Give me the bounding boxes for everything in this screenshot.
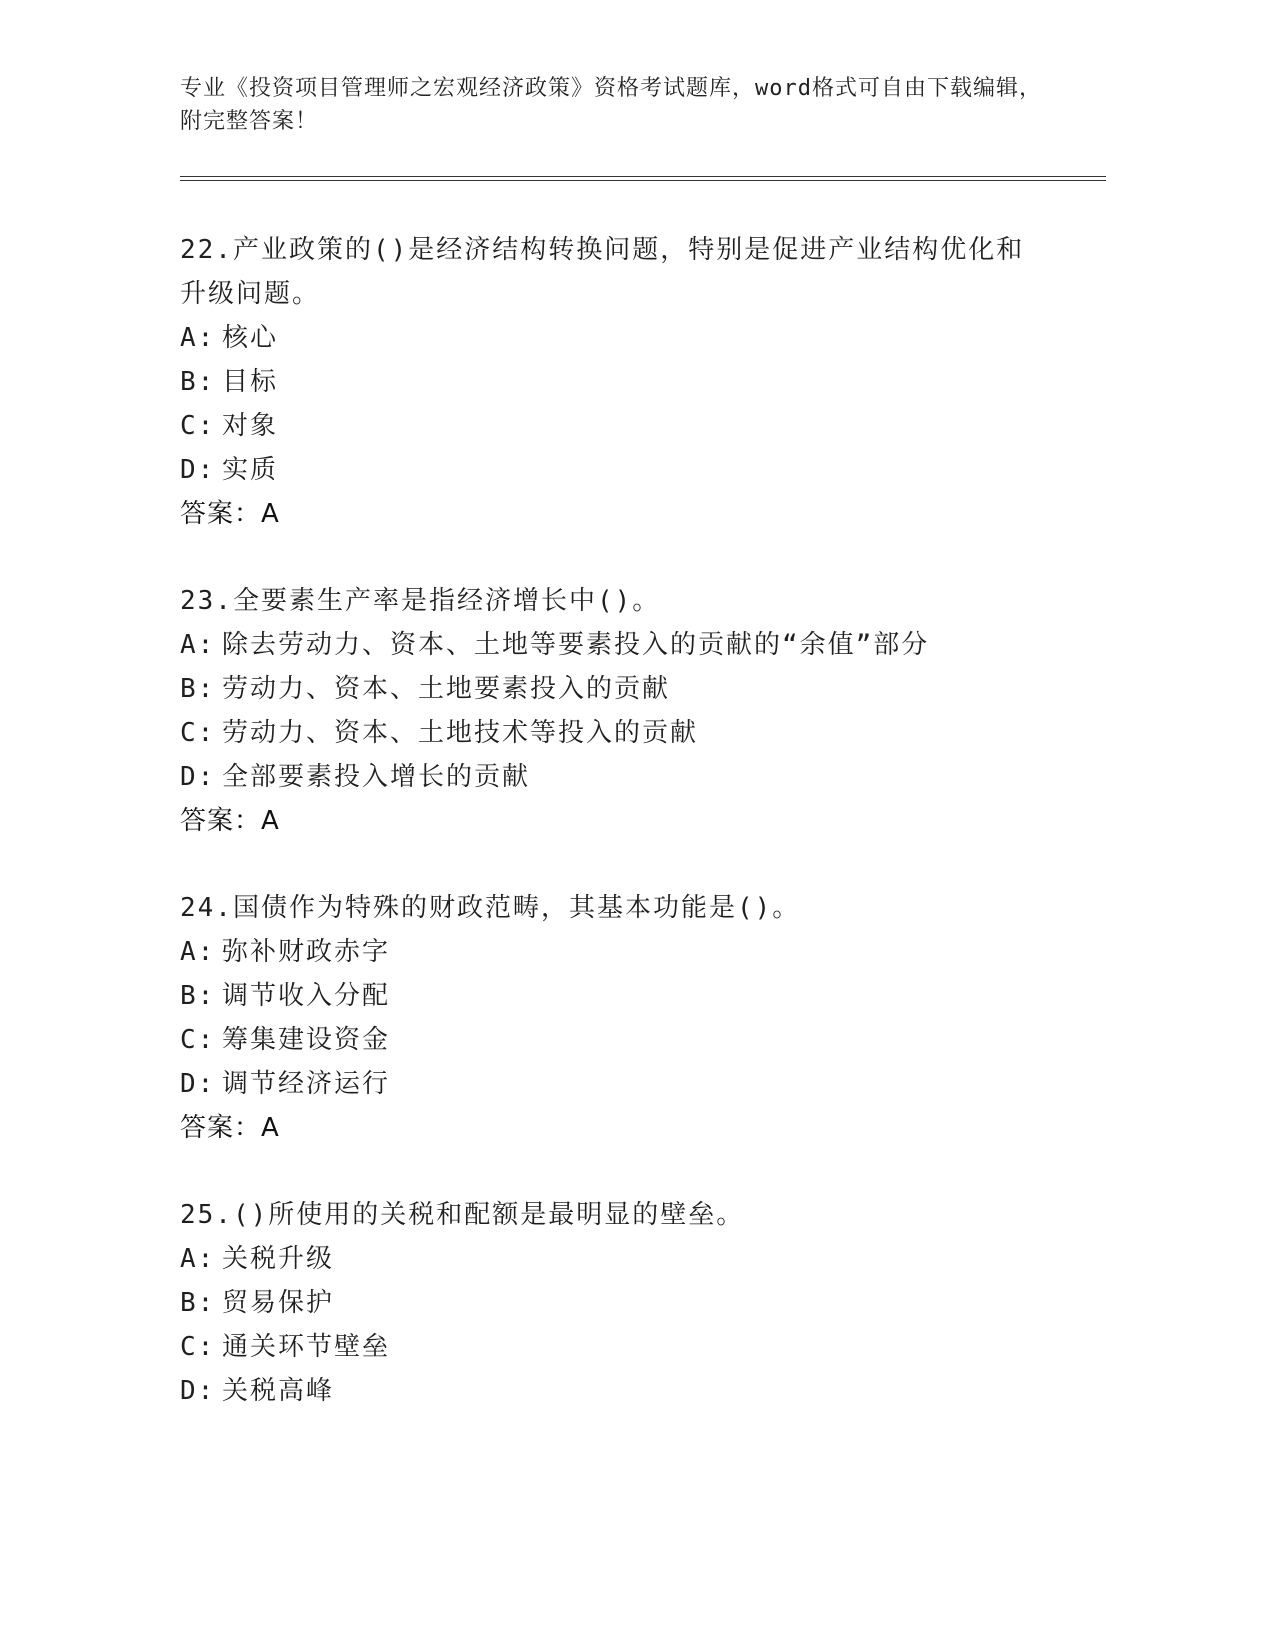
option-letter: B:	[180, 674, 216, 704]
option-text: 弥补财政赤字	[222, 937, 391, 967]
option-text: 通关环节壁垒	[222, 1332, 391, 1362]
option-d	[180, 448, 1080, 492]
option-letter: C:	[180, 718, 216, 748]
option-text: 核心	[222, 323, 279, 353]
option-c	[180, 1018, 1080, 1062]
question-24	[180, 886, 1080, 1150]
question-25	[180, 1193, 1080, 1413]
option-text: 贸易保护	[222, 1288, 335, 1318]
option-letter: D:	[180, 455, 216, 485]
answer-line: 答案：A	[180, 806, 280, 836]
option-text: 关税升级	[222, 1244, 335, 1274]
question-stem: 24.国债作为特殊的财政范畴，其基本功能是()。	[180, 893, 801, 923]
option-d	[180, 755, 1080, 799]
option-text: 劳动力、资本、土地要素投入的贡献	[222, 674, 671, 704]
question-23	[180, 579, 1080, 843]
option-text: 劳动力、资本、土地技术等投入的贡献	[222, 718, 699, 748]
option-text: 除去劳动力、资本、土地等要素投入的贡献的“余值”部分	[222, 630, 930, 660]
option-letter: C:	[180, 1332, 216, 1362]
option-b	[180, 1281, 1080, 1325]
header-divider	[180, 176, 1106, 181]
option-b	[180, 974, 1080, 1018]
option-d	[180, 1369, 1080, 1413]
document-header: 专业《投资项目管理师之宏观经济政策》资格考试题库，word格式可自由下载编辑，附完整答案！	[180, 76, 1042, 134]
option-text: 全部要素投入增长的贡献	[222, 762, 531, 792]
answer-line: 答案：A	[180, 1113, 280, 1143]
option-text: 关税高峰	[222, 1376, 335, 1406]
question-22	[180, 228, 1080, 536]
option-c	[180, 404, 1080, 448]
option-text: 对象	[222, 411, 279, 441]
question-list	[180, 228, 1080, 1456]
option-text: 调节收入分配	[222, 981, 391, 1011]
option-a	[180, 1237, 1080, 1281]
question-stem: 22.产业政策的()是经济结构转换问题，特别是促进产业结构优化和升级问题。	[180, 235, 1025, 309]
question-stem: 25.()所使用的关税和配额是最明显的壁垒。	[180, 1200, 745, 1230]
option-letter: D:	[180, 1069, 216, 1099]
option-letter: D:	[180, 1376, 216, 1406]
option-c	[180, 711, 1080, 755]
option-letter: C:	[180, 1025, 216, 1055]
answer-line: 答案：A	[180, 499, 280, 529]
question-stem: 23.全要素生产率是指经济增长中()。	[180, 586, 661, 616]
option-text: 实质	[222, 455, 279, 485]
option-text: 筹集建设资金	[222, 1025, 391, 1055]
option-c	[180, 1325, 1080, 1369]
option-letter: B:	[180, 1288, 216, 1318]
option-letter: A:	[180, 937, 216, 967]
option-letter: C:	[180, 411, 216, 441]
option-letter: A:	[180, 323, 216, 353]
option-letter: B:	[180, 981, 216, 1011]
option-d	[180, 1062, 1080, 1106]
option-a	[180, 316, 1080, 360]
option-letter: A:	[180, 630, 216, 660]
option-b	[180, 360, 1080, 404]
option-a	[180, 623, 1080, 667]
option-letter: A:	[180, 1244, 216, 1274]
option-letter: B:	[180, 367, 216, 397]
option-text: 目标	[222, 367, 279, 397]
option-text: 调节经济运行	[222, 1069, 391, 1099]
option-letter: D:	[180, 762, 216, 792]
option-b	[180, 667, 1080, 711]
option-a	[180, 930, 1080, 974]
